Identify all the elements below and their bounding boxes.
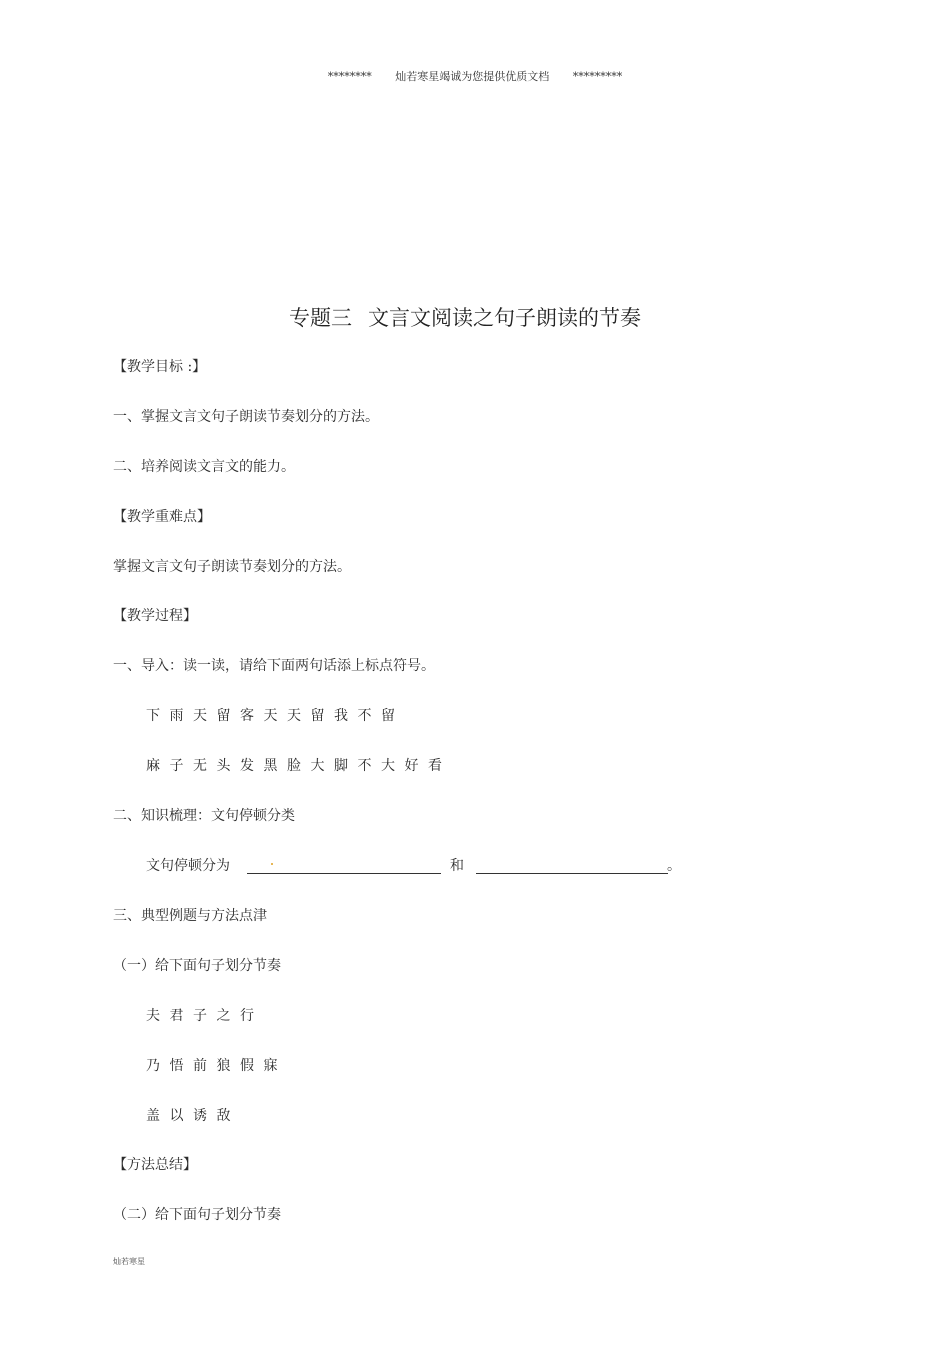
title-part-1: 专题三 [289,306,352,330]
fill-blank-1 [247,873,441,874]
sentence-1: 下雨天留客天天留我不留 [146,708,405,724]
fill-end: 。 [667,858,681,874]
goal-heading: 【教学目标 :】 [113,359,207,375]
page-footer: 灿若寒星 [113,1257,145,1266]
title-part-2: 文言文阅读之句子朗读的节奏 [368,306,641,330]
fill-middle: 和 [450,858,464,874]
example-1: 夫君子之行 [146,1008,264,1024]
example-2: 乃悟前狼假寐 [146,1058,287,1074]
key-heading: 【教学重难点】 [113,509,211,525]
knowledge-heading: 二、知识梳理：文句停顿分类 [113,808,295,824]
blank-mark [271,863,273,865]
header-stars-left: ******** [327,70,372,83]
part-one-heading: （一）给下面句子划分节奏 [113,958,281,974]
goal-item-2: 二、培养阅读文言文的能力。 [113,459,295,475]
goal-item-1: 一、掌握文言文句子朗读节奏划分的方法。 [113,409,379,425]
sentence-2: 麻子无头发黑脸大脚不大好看 [146,758,452,774]
page-title [0,302,930,332]
header-text: 灿若寒星竭诚为您提供优质文档 [395,70,550,83]
fill-blank-2 [476,873,668,874]
examples-heading: 三、典型例题与方法点津 [113,908,267,924]
key-text: 掌握文言文句子朗读节奏划分的方法。 [113,559,351,575]
method-heading: 【方法总结】 [113,1157,197,1173]
header-stars-right: ********* [572,70,623,83]
process-heading: 【教学过程】 [113,608,197,624]
part-two-heading: （二）给下面句子划分节奏 [113,1207,281,1223]
example-3: 盖以诱敌 [146,1108,240,1124]
page-header [0,68,950,84]
intro-text: 一、导入：读一读，请给下面两句话添上标点符号。 [113,658,435,674]
fill-prefix: 文句停顿分为 [146,858,230,874]
